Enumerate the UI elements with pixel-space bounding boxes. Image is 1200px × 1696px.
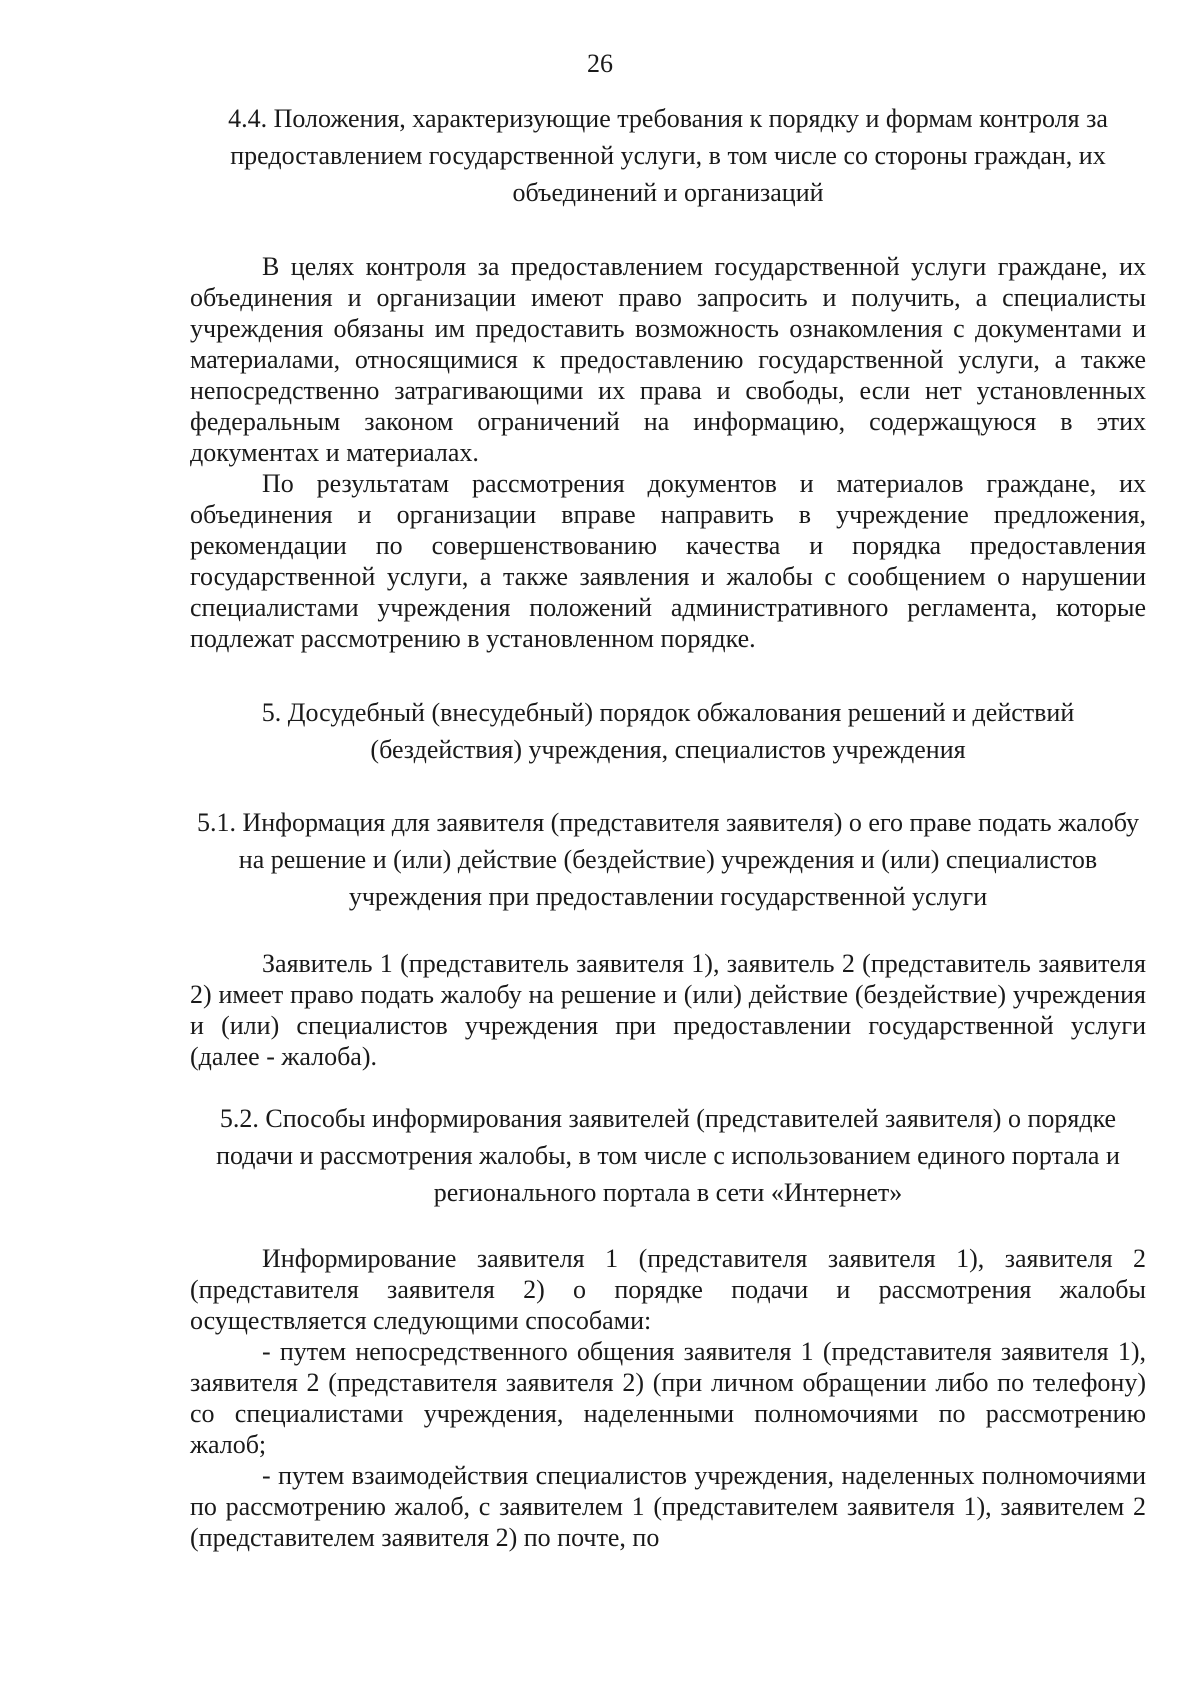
document-body — [190, 100, 1146, 1553]
page-number: 26 — [587, 49, 613, 78]
section-heading-5-1: 5.1. Информация для заявителя (представителя заявителя) о его праве подать жалобу на решение и (или) действие (бездействие) учреждения и (или) специалистов учреждения при предоставлении государственной услуги — [196, 808, 1140, 911]
section-heading-5-2: 5.2. Способы информирования заявителей (представителей заявителя) о порядке подачи и рассмотрения жалобы, в том числе с использованием единого портала и регионального портала в сети «Интернет» — [216, 1104, 1120, 1207]
paragraph-control-rights: В целях контроля за предоставлением государственной услуги граждане, их объединения и организации имеют право запросить и получить, а специалисты учреждения обязаны им предоставить возможность ознакомления с документами и материалами, относящимися к предоставлению государственной услуги, а также непосредственно затрагивающими их права и свободы, если нет установленных федеральным законом ограничений на информацию, содержащуюся в этих документах и материалах. — [190, 252, 1146, 467]
list-item-direct-communication: - путем непосредственного общения заявителя 1 (представителя заявителя 1), заявителя 2 (представителя заявителя 2) (при личном обращении либо по телефону) со специалистами учреждения, наделенными полномочиями по рассмотрению жалоб; — [190, 1337, 1146, 1459]
paragraph-complaint-right: Заявитель 1 (представитель заявителя 1), заявитель 2 (представитель заявителя 2) имеет право подать жалобу на решение и (или) действие (бездействие) учреждения и (или) специалистов учреждения при предоставлении государственной услуги (далее - жалоба). — [190, 949, 1146, 1071]
paragraph-proposals: По результатам рассмотрения документов и материалов граждане, их объединения и организации вправе направить в учреждение предложения, рекомендации по совершенствованию качества и порядка предоставления государственной услуги, а также заявления и жалобы с сообщением о нарушении специалистами учреждения положений административного регламента, которые подлежат рассмотрению в установленном порядке. — [190, 469, 1146, 653]
list-item-mail-interaction: - путем взаимодействия специалистов учреждения, наделенных полномочиями по рассмотрению жалоб, с заявителем 1 (представителем заявителя 1), заявителем 2 (представителем заявителя 2) по почте, по — [190, 1461, 1146, 1552]
section-heading-5: 5. Досудебный (внесудебный) порядок обжалования решений и действий (бездействия) учреждения, специалистов учреждения — [261, 698, 1075, 764]
paragraph-informing-methods: Информирование заявителя 1 (представителя заявителя 1), заявителя 2 (представителя заявителя 2) о порядке подачи и рассмотрения жалобы осуществляется следующими способами: — [190, 1244, 1146, 1335]
section-heading-4-4: 4.4. Положения, характеризующие требования к порядку и формам контроля за предоставлением государственной услуги, в том числе со стороны граждан, их объединений и организаций — [228, 104, 1108, 207]
